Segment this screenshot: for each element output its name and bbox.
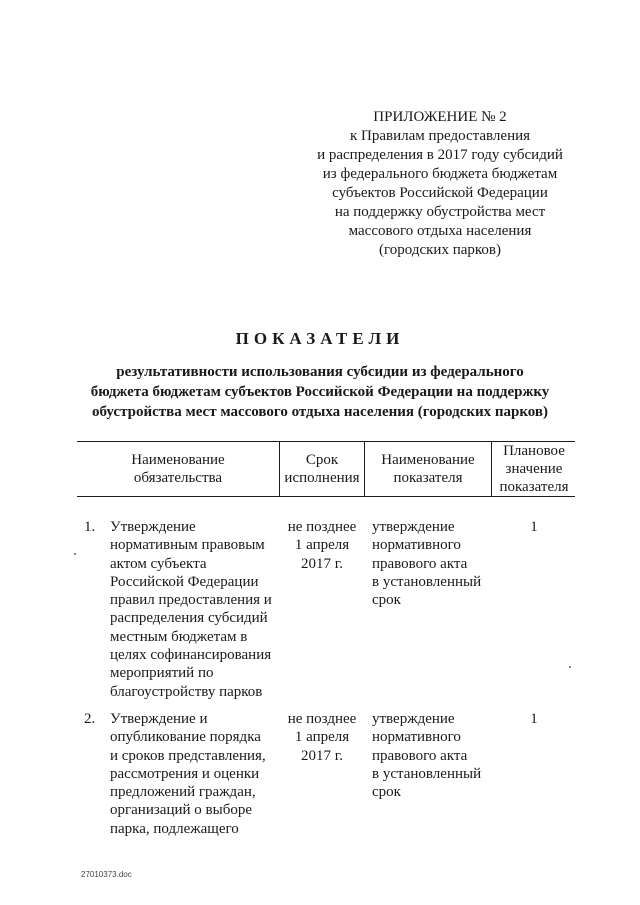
indicator-text: утверждение нормативного правового акта в установленный срок [372,711,482,801]
appendix-header [300,108,580,260]
appendix-line: субъектов Российской Федерации [332,185,548,201]
planned-value: 1 [530,519,538,535]
obligation-text: Утверждение нормативным правовым актом субъекта Российской Федерации правил предоставления и распределения субсидий местным бюджетам в целях софинансирования мероприятий по благоустройству парков [110,519,272,700]
header-deadline [280,441,364,496]
appendix-line: (городских парков) [379,242,501,258]
header-obligation-label: Наименование обязательства [131,451,225,486]
table-header-bottom-rule [77,496,575,497]
row-number: 1. [84,519,96,535]
appendix-line: на поддержку обустройства мест [334,204,546,220]
appendix-line: к Правилам предоставления [349,128,531,144]
indicator-text: утверждение нормативного правового акта в установленный срок [372,519,482,609]
row-number: 2. [84,711,96,727]
subtitle-line: бюджета бюджетам субъектов Российской Федерации на поддержку [90,384,550,400]
subtitle-line: обустройства мест массового отдыха населения (городских парков) [91,404,549,420]
header-planned-value [492,441,576,496]
document-subtitle [0,362,640,422]
obligation-text: Утверждение и опубликование порядка и сроков представления, рассмотрения и оценки предложений граждан, организаций о выборе парка, подлежащего [110,711,266,837]
header-obligation [77,441,279,496]
header-indicator-label: Наименование показателя [381,451,475,486]
appendix-line: массового отдыха населения [348,223,532,239]
scan-artifact [74,553,76,555]
deadline-text: не позднее 1 апреля 2017 г. [287,711,357,764]
appendix-line: из федерального бюджета бюджетам [322,166,558,182]
file-reference: 27010373.doc [81,870,132,879]
header-planned-value-label: Плановое значение показателя [499,442,569,495]
deadline-text: не позднее 1 апреля 2017 г. [287,519,357,572]
header-indicator [365,441,491,496]
header-deadline-label: Срок исполнения [284,451,360,486]
scan-artifact [569,666,571,668]
appendix-line: ПРИЛОЖЕНИЕ № 2 [373,109,507,125]
subtitle-line: результативности использования субсидии из федерального [116,364,524,380]
document-title: ПОКАЗАТЕЛИ [235,329,405,348]
appendix-line: и распределения в 2017 году субсидий [317,147,563,163]
planned-value: 1 [530,711,538,727]
